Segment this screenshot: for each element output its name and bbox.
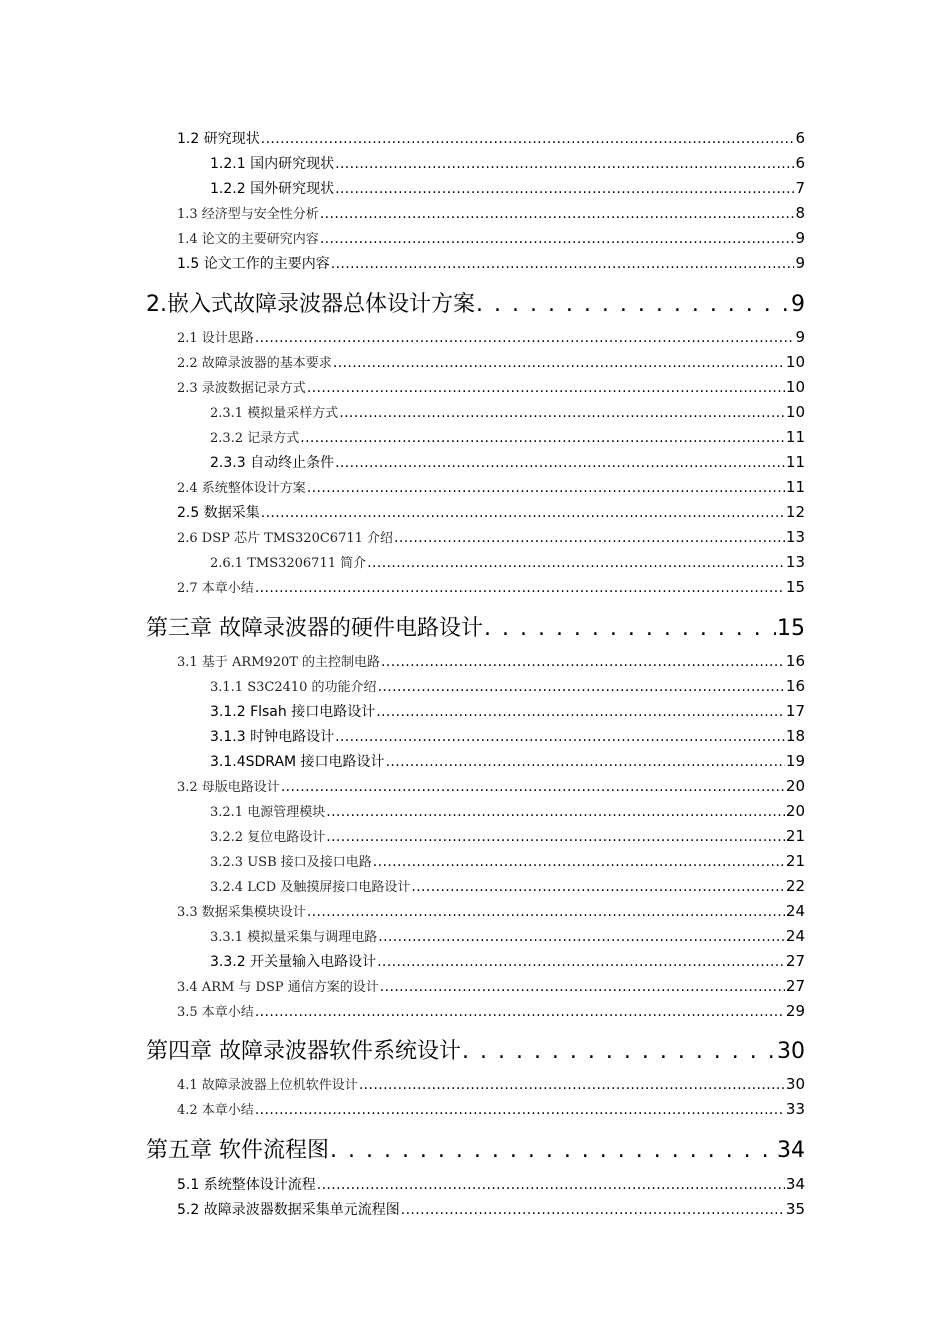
toc-entry[interactable] bbox=[177, 502, 805, 522]
toc-entry-page: 6 bbox=[795, 129, 805, 147]
toc-entry-title: 4.1 故障录波器上位机软件设计 bbox=[177, 1078, 358, 1093]
toc-entry[interactable] bbox=[210, 751, 805, 771]
toc-entry-title: 3.1.1 S3C2410 的功能介绍 bbox=[210, 680, 377, 695]
toc-entry-title: 2.6 DSP 芯片 TMS320C6711 介绍 bbox=[177, 531, 394, 546]
toc-entry[interactable] bbox=[177, 1174, 805, 1194]
toc-entry[interactable] bbox=[210, 876, 805, 895]
toc-entry-title: 1.2 研究现状 bbox=[177, 131, 260, 147]
toc-leader-dots bbox=[373, 854, 785, 870]
toc-chapter-heading[interactable] bbox=[146, 1133, 805, 1164]
toc-entry-page: 9 bbox=[795, 328, 805, 346]
toc-entry-page: 9 bbox=[795, 229, 805, 247]
toc-leader-dots bbox=[255, 330, 795, 346]
toc-entry-page: 21 bbox=[785, 827, 805, 845]
toc-entry[interactable] bbox=[177, 527, 805, 546]
toc-chapter-heading[interactable] bbox=[146, 611, 805, 642]
toc-chapter-page: 30 bbox=[777, 1039, 805, 1064]
toc-leader-dots bbox=[335, 181, 794, 197]
toc-leader-dots bbox=[476, 292, 790, 317]
toc-chapter-title: 第五章 软件流程图 bbox=[146, 1138, 329, 1163]
toc-entry-page: 29 bbox=[785, 1002, 805, 1020]
toc-leader-dots bbox=[394, 530, 785, 546]
toc-leader-dots bbox=[411, 879, 785, 895]
toc-entry-page: 10 bbox=[785, 403, 805, 421]
toc-entry-page: 10 bbox=[785, 378, 805, 396]
toc-entry-page: 27 bbox=[785, 977, 805, 995]
toc-entry-page: 18 bbox=[785, 727, 805, 745]
toc-leader-dots bbox=[317, 1177, 785, 1193]
toc-entry-title: 1.5 论文工作的主要内容 bbox=[177, 256, 330, 272]
toc-entry[interactable] bbox=[210, 153, 805, 173]
toc-entry[interactable] bbox=[210, 701, 805, 721]
toc-leader-dots bbox=[335, 156, 794, 172]
toc-entry-title: 5.1 系统整体设计流程 bbox=[177, 1177, 316, 1193]
toc-entry-page: 33 bbox=[785, 1100, 805, 1118]
toc-entry-page: 27 bbox=[785, 952, 805, 970]
toc-entry[interactable] bbox=[210, 851, 805, 870]
toc-entry[interactable] bbox=[210, 427, 805, 446]
toc-leader-dots bbox=[300, 430, 785, 446]
toc-entry[interactable] bbox=[210, 926, 805, 945]
toc-entry[interactable] bbox=[177, 1099, 805, 1118]
toc-entry-title: 3.1.3 时钟电路设计 bbox=[210, 729, 335, 745]
toc-entry[interactable] bbox=[177, 477, 805, 496]
toc-leader-dots bbox=[326, 804, 785, 820]
toc-entry[interactable] bbox=[210, 402, 805, 421]
toc-chapter-page: 15 bbox=[777, 616, 805, 641]
toc-entry-title: 2.2 故障录波器的基本要求 bbox=[177, 356, 332, 371]
toc-entry[interactable] bbox=[210, 178, 805, 198]
toc-leader-dots bbox=[320, 231, 795, 247]
toc-entry-title: 3.2.3 USB 接口及接口电路 bbox=[210, 855, 372, 870]
toc-entry-page: 13 bbox=[785, 553, 805, 571]
toc-entry-title: 3.2.2 复位电路设计 bbox=[210, 830, 326, 845]
toc-entry[interactable] bbox=[177, 128, 805, 148]
toc-leader-dots bbox=[381, 654, 785, 670]
toc-leader-dots bbox=[281, 779, 785, 795]
toc-entry[interactable] bbox=[177, 327, 805, 346]
toc-entry-page: 7 bbox=[795, 179, 805, 197]
toc-leader-dots bbox=[339, 405, 785, 421]
toc-entry-page: 11 bbox=[785, 478, 805, 496]
toc-entry-page: 20 bbox=[785, 802, 805, 820]
toc-entry-title: 4.2 本章小结 bbox=[177, 1103, 254, 1118]
toc-entry[interactable] bbox=[177, 901, 805, 920]
toc-entry-page: 15 bbox=[785, 578, 805, 596]
toc-leader-dots bbox=[335, 455, 785, 471]
toc-entry[interactable] bbox=[177, 377, 805, 396]
toc-entry-page: 24 bbox=[785, 902, 805, 920]
toc-leader-dots bbox=[307, 904, 785, 920]
toc-chapter-title: 第四章 故障录波器软件系统设计 bbox=[146, 1039, 461, 1064]
toc-leader-dots bbox=[386, 754, 785, 770]
toc-leader-dots bbox=[377, 954, 785, 970]
toc-entry[interactable] bbox=[177, 352, 805, 371]
toc-entry-title: 5.2 故障录波器数据采集单元流程图 bbox=[177, 1202, 400, 1218]
toc-leader-dots bbox=[335, 729, 785, 745]
toc-entry-title: 3.5 本章小结 bbox=[177, 1005, 254, 1020]
toc-leader-dots bbox=[359, 1077, 785, 1093]
toc-entry-title: 2.6.1 TMS3206711 简介 bbox=[210, 556, 367, 571]
toc-entry[interactable] bbox=[177, 228, 805, 247]
toc-entry[interactable] bbox=[177, 651, 805, 670]
toc-entry-title: 1.4 论文的主要研究内容 bbox=[177, 232, 319, 247]
toc-entry-title: 3.3.2 开关量输入电路设计 bbox=[210, 954, 377, 970]
toc-entry-page: 10 bbox=[785, 353, 805, 371]
toc-entry-title: 3.1.2 Flsah 接口电路设计 bbox=[210, 704, 376, 720]
toc-chapter-heading[interactable] bbox=[146, 1034, 805, 1065]
toc-entry-title: 1.2.1 国内研究现状 bbox=[210, 156, 335, 172]
toc-entry[interactable] bbox=[210, 826, 805, 845]
toc-entry-page: 12 bbox=[785, 503, 805, 521]
toc-entry-title: 2.1 设计思路 bbox=[177, 331, 254, 346]
toc-leader-dots bbox=[255, 1102, 785, 1118]
toc-entry[interactable] bbox=[210, 676, 805, 695]
toc-leader-dots bbox=[255, 1004, 785, 1020]
toc-leader-dots bbox=[326, 829, 785, 845]
toc-leader-dots bbox=[261, 505, 785, 521]
toc-entry-title: 2.3 录波数据记录方式 bbox=[177, 381, 306, 396]
toc-leader-dots bbox=[261, 131, 795, 147]
toc-entry[interactable] bbox=[177, 976, 805, 995]
toc-entry-title: 2.4 系统整体设计方案 bbox=[177, 481, 306, 496]
toc-entry-title: 3.2.4 LCD 及触摸屏接口电路设计 bbox=[210, 880, 411, 895]
toc-entry-page: 24 bbox=[785, 927, 805, 945]
toc-entry[interactable] bbox=[177, 253, 805, 273]
toc-entry[interactable] bbox=[210, 552, 805, 571]
toc-leader-dots bbox=[484, 616, 776, 641]
toc-entry-page: 30 bbox=[785, 1075, 805, 1093]
toc-entry[interactable] bbox=[210, 452, 805, 472]
toc-entry-page: 8 bbox=[795, 204, 805, 222]
toc-entry-page: 11 bbox=[785, 453, 805, 471]
toc-leader-dots bbox=[380, 979, 785, 995]
toc-entry-title: 3.2 母版电路设计 bbox=[177, 780, 280, 795]
toc-leader-dots bbox=[320, 206, 795, 222]
toc-leader-dots bbox=[401, 1202, 785, 1218]
toc-leader-dots bbox=[330, 1138, 776, 1163]
toc-entry-page: 35 bbox=[785, 1200, 805, 1218]
toc-entry-page: 17 bbox=[785, 702, 805, 720]
toc-entry[interactable] bbox=[177, 577, 805, 596]
toc-entry-title: 3.1.4SDRAM 接口电路设计 bbox=[210, 754, 385, 770]
toc-chapter-page: 34 bbox=[777, 1138, 805, 1163]
toc-entry-title: 3.1 基于 ARM920T 的主控制电路 bbox=[177, 655, 381, 670]
toc-entry-page: 11 bbox=[785, 428, 805, 446]
toc-chapter-page: 9 bbox=[791, 292, 805, 317]
toc-leader-dots bbox=[367, 555, 785, 571]
toc-entry-title: 3.4 ARM 与 DSP 通信方案的设计 bbox=[177, 980, 379, 995]
toc-entry[interactable] bbox=[177, 776, 805, 795]
toc-entry[interactable] bbox=[177, 203, 805, 222]
toc-leader-dots bbox=[307, 380, 785, 396]
toc-entry-title: 3.2.1 电源管理模块 bbox=[210, 805, 326, 820]
toc-entry-title: 2.5 数据采集 bbox=[177, 505, 260, 521]
toc-entry[interactable] bbox=[210, 726, 805, 746]
toc-leader-dots bbox=[255, 580, 785, 596]
toc-entry[interactable] bbox=[177, 1074, 805, 1093]
toc-entry-page: 13 bbox=[785, 528, 805, 546]
toc-entry-title: 1.3 经济型与安全性分析 bbox=[177, 207, 319, 222]
toc-entry-page: 19 bbox=[785, 752, 805, 770]
toc-entry-title: 2.3.2 记录方式 bbox=[210, 431, 300, 446]
toc-entry-page: 21 bbox=[785, 852, 805, 870]
toc-chapter-title: 第三章 故障录波器的硬件电路设计 bbox=[146, 616, 483, 641]
toc-leader-dots bbox=[378, 679, 785, 695]
toc-leader-dots bbox=[307, 480, 785, 496]
toc-entry[interactable] bbox=[210, 951, 805, 971]
toc-entry-page: 22 bbox=[785, 877, 805, 895]
toc-leader-dots bbox=[378, 929, 785, 945]
toc-entry-page: 16 bbox=[785, 677, 805, 695]
toc-leader-dots bbox=[333, 355, 785, 371]
toc-entry[interactable] bbox=[177, 1199, 805, 1219]
toc-entry-title: 1.2.2 国外研究现状 bbox=[210, 181, 335, 197]
toc-entry-title: 2.7 本章小结 bbox=[177, 581, 254, 596]
toc-entry-title: 2.3.3 自动终止条件 bbox=[210, 455, 335, 471]
toc-entry-page: 6 bbox=[795, 154, 805, 172]
toc-entry-title: 3.3.1 模拟量采集与调理电路 bbox=[210, 930, 378, 945]
toc-leader-dots bbox=[376, 704, 785, 720]
toc-leader-dots bbox=[331, 256, 795, 272]
toc-leader-dots bbox=[462, 1039, 776, 1064]
toc-entry-page: 9 bbox=[795, 254, 805, 272]
toc-entry-title: 2.3.1 模拟量采样方式 bbox=[210, 406, 339, 421]
toc-entry-page: 34 bbox=[785, 1175, 805, 1193]
toc-entry[interactable] bbox=[210, 801, 805, 820]
toc-entry[interactable] bbox=[177, 1001, 805, 1020]
toc-chapter-heading[interactable] bbox=[146, 287, 805, 318]
toc-chapter-title: 2.嵌入式故障录波器总体设计方案 bbox=[146, 292, 475, 317]
toc-entry-page: 16 bbox=[785, 652, 805, 670]
toc-entry-page: 20 bbox=[785, 777, 805, 795]
toc-entry-title: 3.3 数据采集模块设计 bbox=[177, 905, 306, 920]
